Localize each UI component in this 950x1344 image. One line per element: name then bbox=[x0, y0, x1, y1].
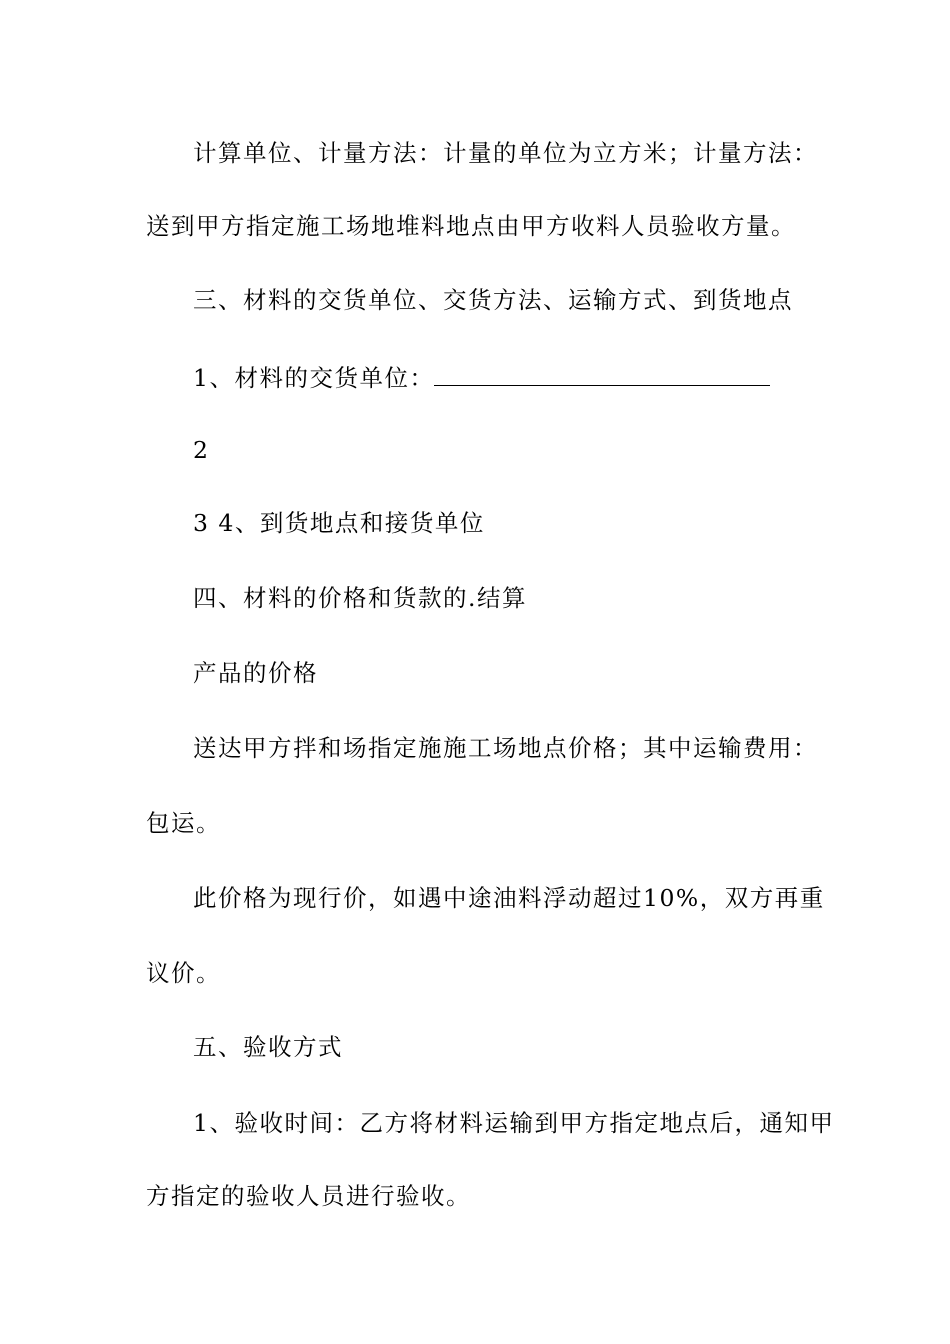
fill-in-blank bbox=[434, 367, 770, 386]
field-label: 1、材料的交货单位： bbox=[193, 364, 435, 392]
paragraph-line: 此价格为现行价，如遇中途油料浮动超过10%，双方再重 bbox=[193, 884, 825, 912]
section-heading: 四、材料的价格和货款的.结算 bbox=[193, 584, 527, 612]
section-heading: 五、验收方式 bbox=[193, 1033, 343, 1061]
paragraph-line: 计算单位、计量方法：计量的单位为立方米；计量方法： bbox=[193, 139, 818, 167]
paragraph-line: 产品的价格 bbox=[193, 659, 318, 687]
paragraph-line: 送达甲方拌和场指定施施工场地点价格；其中运输费用： bbox=[193, 734, 818, 762]
paragraph-line-with-blank bbox=[193, 363, 770, 393]
paragraph-line: 3 4、到货地点和接货单位 bbox=[193, 509, 485, 537]
paragraph-line: 方指定的验收人员进行验收。 bbox=[146, 1182, 471, 1210]
paragraph-line: 送到甲方指定施工场地堆料地点由甲方收料人员验收方量。 bbox=[146, 212, 796, 240]
paragraph-line: 议价。 bbox=[146, 959, 221, 987]
paragraph-line: 包运。 bbox=[146, 809, 221, 837]
paragraph-line: 1、验收时间：乙方将材料运输到甲方指定地点后，通知甲 bbox=[193, 1109, 835, 1137]
section-heading: 三、材料的交货单位、交货方法、运输方式、到货地点 bbox=[193, 286, 793, 314]
paragraph-line: 2 bbox=[193, 436, 210, 464]
